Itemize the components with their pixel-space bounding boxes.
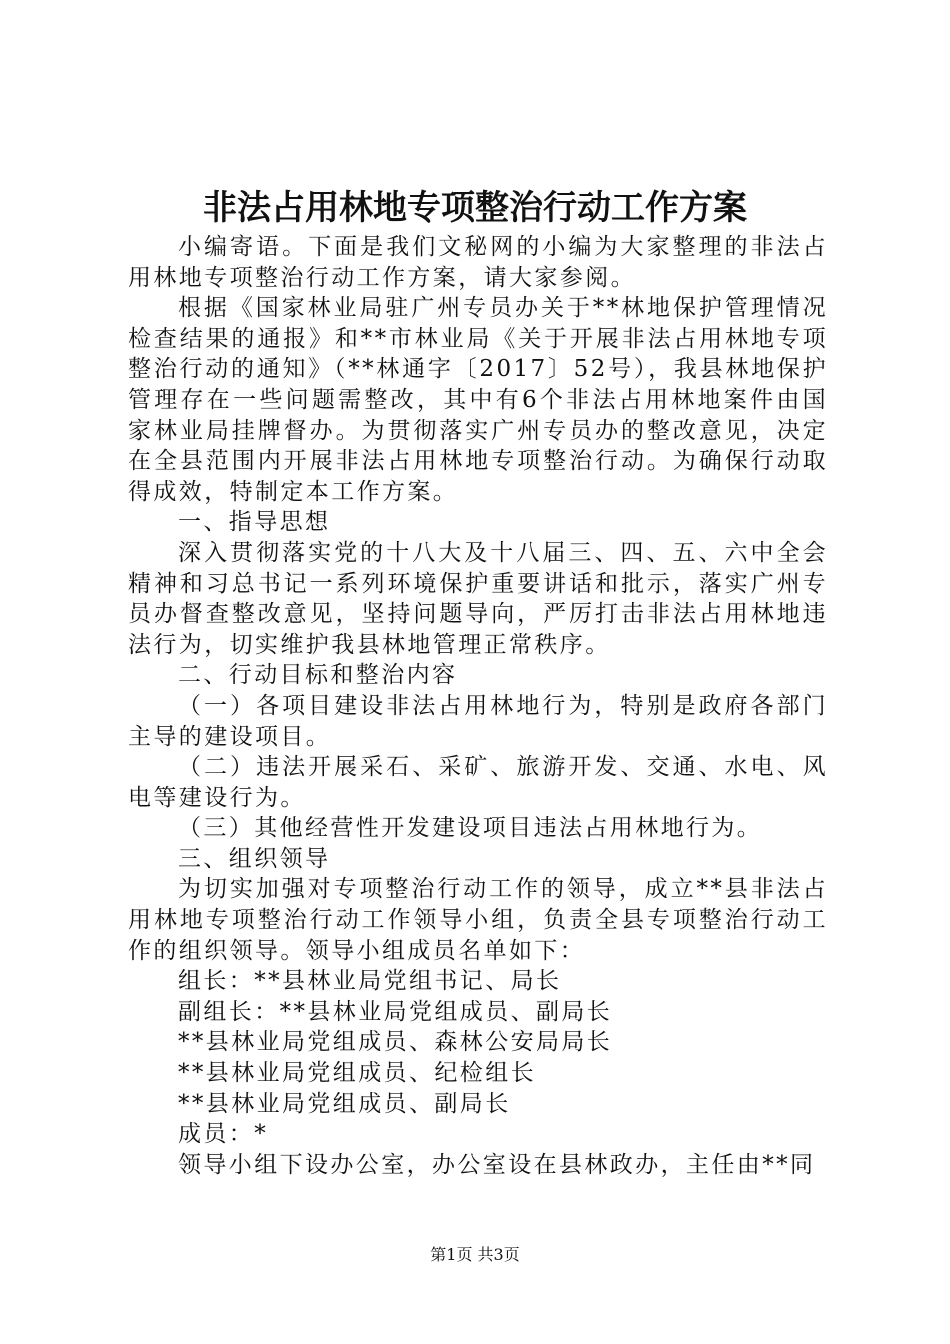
office-paragraph: 领导小组下设办公室，办公室设在县林政办，主任由**同 (178, 1151, 816, 1178)
member-discipline: **县林业局党组成员、纪检组长 (178, 1060, 536, 1087)
leadership-paragraph: 为切实加强对专项整治行动工作的领导，成立**县非法占用林地专项整治行动工作领导小组，负责全县专项整治行动工作的组织领导。领导小组成员名单如下： (128, 876, 828, 964)
member-deputy-leader: 副组长：**县林业局党组成员、副局长 (178, 998, 613, 1025)
guiding-thought-paragraph: 深入贯彻落实党的十八大及十八届三、四、五、六中全会精神和习总书记一系列环境保护重要讲话和批示，落实广州专员办督查整改意见，坚持问题导向，严厉打击非法占用林地违法行为，切实维护我县林地管理正常秩序。 (128, 539, 828, 658)
section-heading-objectives: 二、行动目标和整治内容 (178, 662, 458, 689)
background-paragraph: 根据《国家林业局驻广州专员办关于**林地保护管理情况检查结果的通报》和**市林业局《关于开展非法占用林地专项整治行动的通知》（**林通字〔2017〕52号），我县林地保护管理存在一些问题需整改，其中有6个非法占用林地案件由国家林业局挂牌督办。为贯彻落实广州专员办的整改意见，决定在全县范围内开展非法占用林地专项整治行动。为确保行动取得成效，特制定本工作方案。 (128, 295, 828, 505)
member-leader: 组长：**县林业局党组书记、局长 (178, 968, 562, 995)
objective-item-2: （二）违法开展采石、采矿、旅游开发、交通、水电、风电等建设行为。 (128, 754, 828, 811)
section-heading-guiding-thought: 一、指导思想 (178, 509, 331, 536)
member-deputy-director: **县林业局党组成员、副局长 (178, 1090, 511, 1117)
document-body (128, 232, 828, 1180)
page-footer: 第1页 共3页 (430, 1245, 520, 1264)
members-list: 成员：* (178, 1121, 269, 1148)
objective-item-3: （三）其他经营性开发建设项目违法占用林地行为。 (178, 815, 763, 842)
objective-item-1: （一）各项目建设非法占用林地行为，特别是政府各部门主导的建设项目。 (128, 692, 828, 750)
intro-paragraph: 小编寄语。下面是我们文秘网的小编为大家整理的非法占用林地专项整治行动工作方案，请大家参阅。 (128, 234, 828, 291)
document-title: 非法占用林地专项整治行动工作方案 (203, 188, 747, 228)
section-heading-leadership: 三、组织领导 (178, 845, 331, 872)
member-forest-police: **县林业局党组成员、森林公安局局长 (178, 1029, 613, 1056)
